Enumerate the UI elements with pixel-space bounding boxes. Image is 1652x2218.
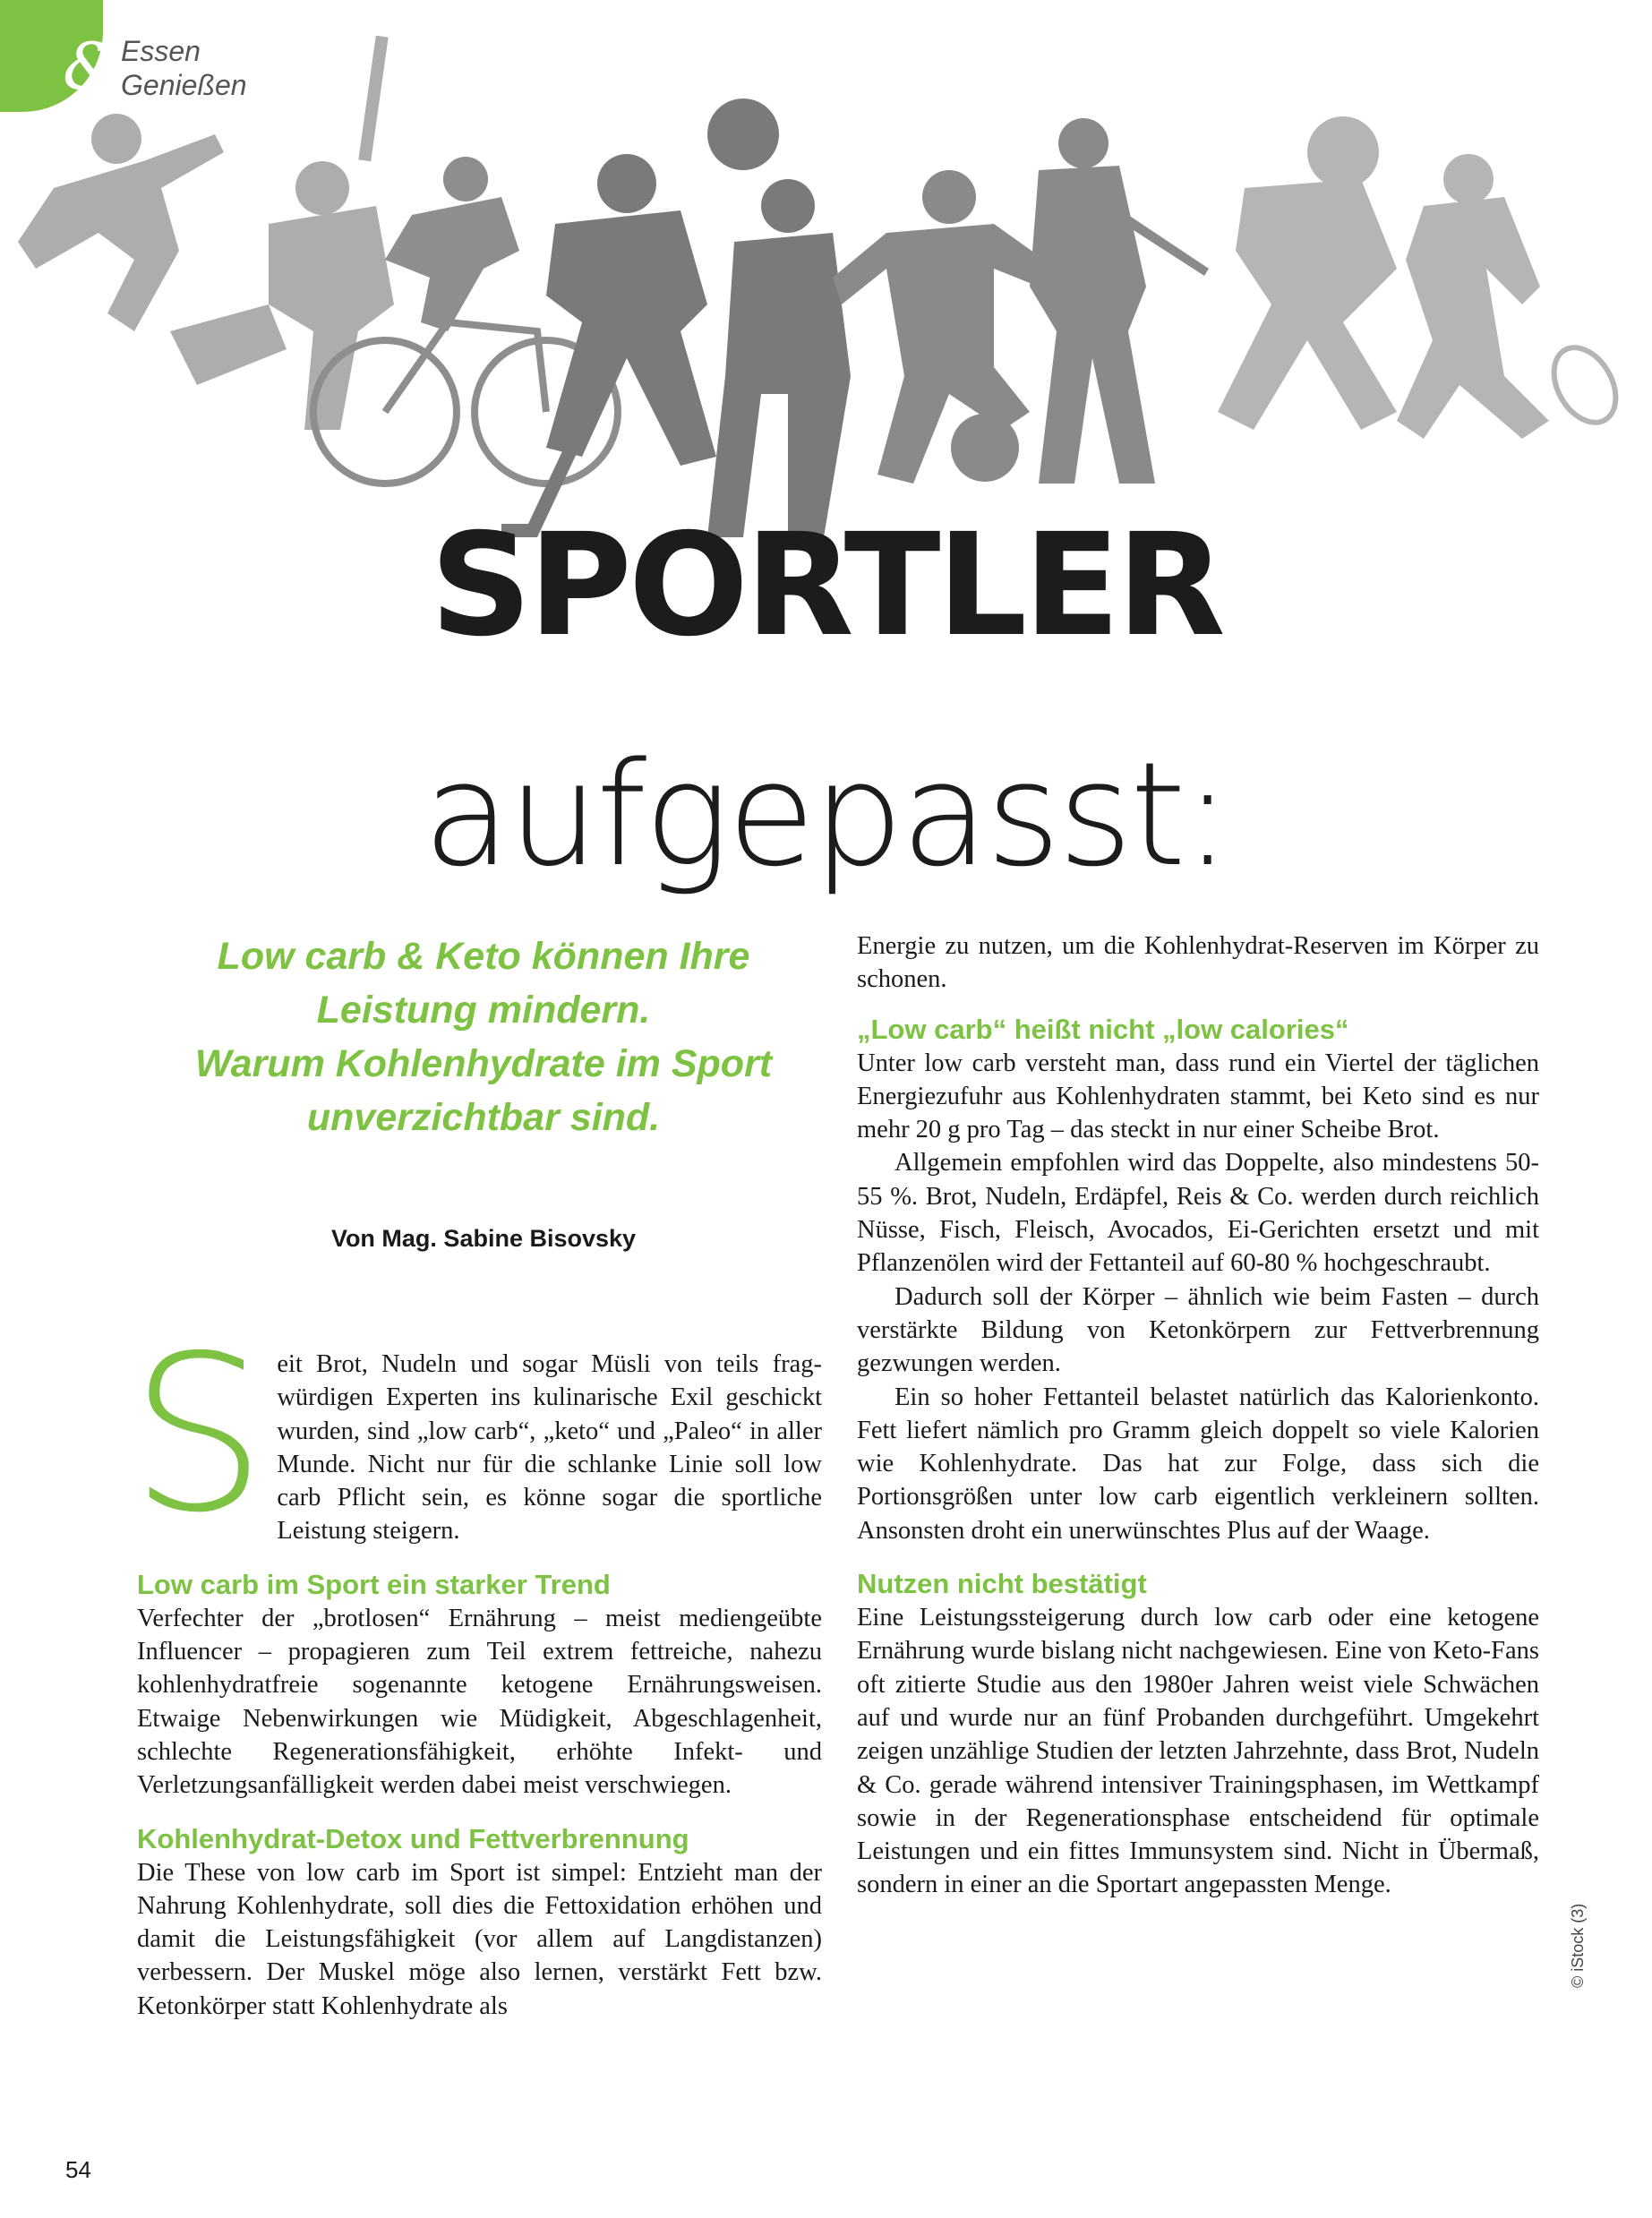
paragraph-benefit: Eine Leistungssteigerung durch low carb oder eine ketogene Ernährung wurde bislang nicht nachgewiesen. Eine von Keto-Fans oft zitierte Studie aus den 1980er Jahren weist viele Schwächen auf und wurde nur an fünf Probanden durchgeführt. Umgekehrt zeigen unzählige Studien der letzten Jahrzehnte, dass Brot, Nudeln & Co. gerade während intensiver Trainingsphasen, im Wettkampf sowie in der Regenerationsphase entscheidend für optimale Leistungen und ein fittes Immunsystem sind. Nicht in Übermaß, sondern in einer an die Sportart angepassten Menge. (857, 1604, 1539, 1899)
paragraph-calories: Ein so hoher Fettanteil belastet natürlich das Kalorienkonto. Fett liefert nämlich pro Gramm gleich doppelt so viele Kalorien wie Kohlenhydrate. Das hat zur Folge, dass sich die Portionsgrößen unter low carb eigentlich verkleinern sollten. Ansonsten droht ein unerwünschtes Plus auf der Waage. (857, 1383, 1539, 1545)
paragraph-detox: Die These von low carb im Sport ist simpel: Entzieht man der Nahrung Kohlenhydrate, soll dies die Fettoxidation erhöhen und damit die Leistungsfähigkeit (vor allem auf Langdistanzen) verbessern. Der Muskel möge also lernen, verstärkt Fett bzw. Ketonkörper statt Kohlenhydrate als (137, 1858, 822, 2020)
right-column (857, 929, 1539, 1902)
title-line2: aufgepasst: (423, 731, 1229, 898)
lead-line4: unverzichtbar sind. (306, 1096, 661, 1139)
paragraph-trend: Verfechter der „brotlosen“ Ernährung – meist mediengeübte Influencer – propagieren zum Teil extrem fettreiche, nahezu kohlenhydratfreie sogenannte ketogene Ernährungsweisen. Etwaige Nebenwirkungen wie Müdigkeit, Abgeschlagenheit, schlechte Regenerationsfähigkeit, erhöhte Infekt- und Verletzungsanfälligkeit werden dabei meist verschwiegen. (137, 1604, 822, 1800)
photo-credit: © iStock (3) (1569, 1903, 1587, 1988)
section-label-line2: Genießen (121, 69, 247, 101)
paragraph-low-carb-definition: Unter low carb versteht man, dass rund ein Viertel der täglichen Energiezufuhr aus Kohlenhydraten stammt, bei Keto sind es nur mehr 20 g pro Tag – das steckt in nur einer Scheibe Brot. (857, 1049, 1539, 1144)
heading-low-calories: „Low carb“ heißt nicht „low calories“ (857, 1013, 1349, 1045)
lead-line2: Leistung mindern. (316, 989, 651, 1032)
heading-detox: Kohlenhydrat-Detox und Fettverbrennung (137, 1822, 689, 1854)
lead-line1: Low carb & Keto können Ihre (217, 935, 750, 978)
paragraph-ketone: Dadurch soll der Körper – ähnlich wie beim Fasten – durch verstärkte Bildung von Ketonkörpern zur Fettverbrennung gezwungen werden. (857, 1282, 1539, 1378)
left-column (130, 1309, 822, 2023)
intro-paragraph: eit Brot, Nudeln und sogar Müsli von teils fragwürdigen Experten ins kulinarische Exil geschickt wurden, sind „low carb“, „keto“ und „Paleo“ in aller Munde. Nicht nur für die schlanke Linie soll low carb Pflicht sein, es könne sogar die sportliche Leistung steigern. (277, 1350, 822, 1546)
page-number: 54 (65, 2156, 91, 2183)
lead-line3: Warum Kohlenhydrate im Sport (194, 1042, 773, 1085)
heading-benefit: Nutzen nicht bestätigt (857, 1568, 1147, 1600)
section-label-line1: Essen (121, 35, 201, 67)
title-line1: SPORTLER (430, 503, 1222, 668)
paragraph-recommendation: Allgemein empfohlen wird das Doppelte, also mindestens 50-55 %. Brot, Nudeln, Erdäpfel, Reis & Co. werden durch reichlich Nüsse, Fisch, Fleisch, Avocados, Ei-Gerichten ersetzt und mit Pflanzenölen wird der Fettanteil auf 60-80 % hochgeschraubt. (857, 1149, 1539, 1278)
paragraph-continued: Energie zu nutzen, um die Kohlenhydrat-Reserven im Körper zu schonen. (857, 932, 1539, 994)
heading-trend: Low carb im Sport ein starker Trend (137, 1568, 611, 1600)
drop-cap: S (130, 1309, 267, 1560)
ampersand-logo: & (63, 29, 121, 104)
lead-text (134, 929, 833, 1144)
author-byline: Von Mag. Sabine Bisovsky (330, 1225, 637, 1252)
